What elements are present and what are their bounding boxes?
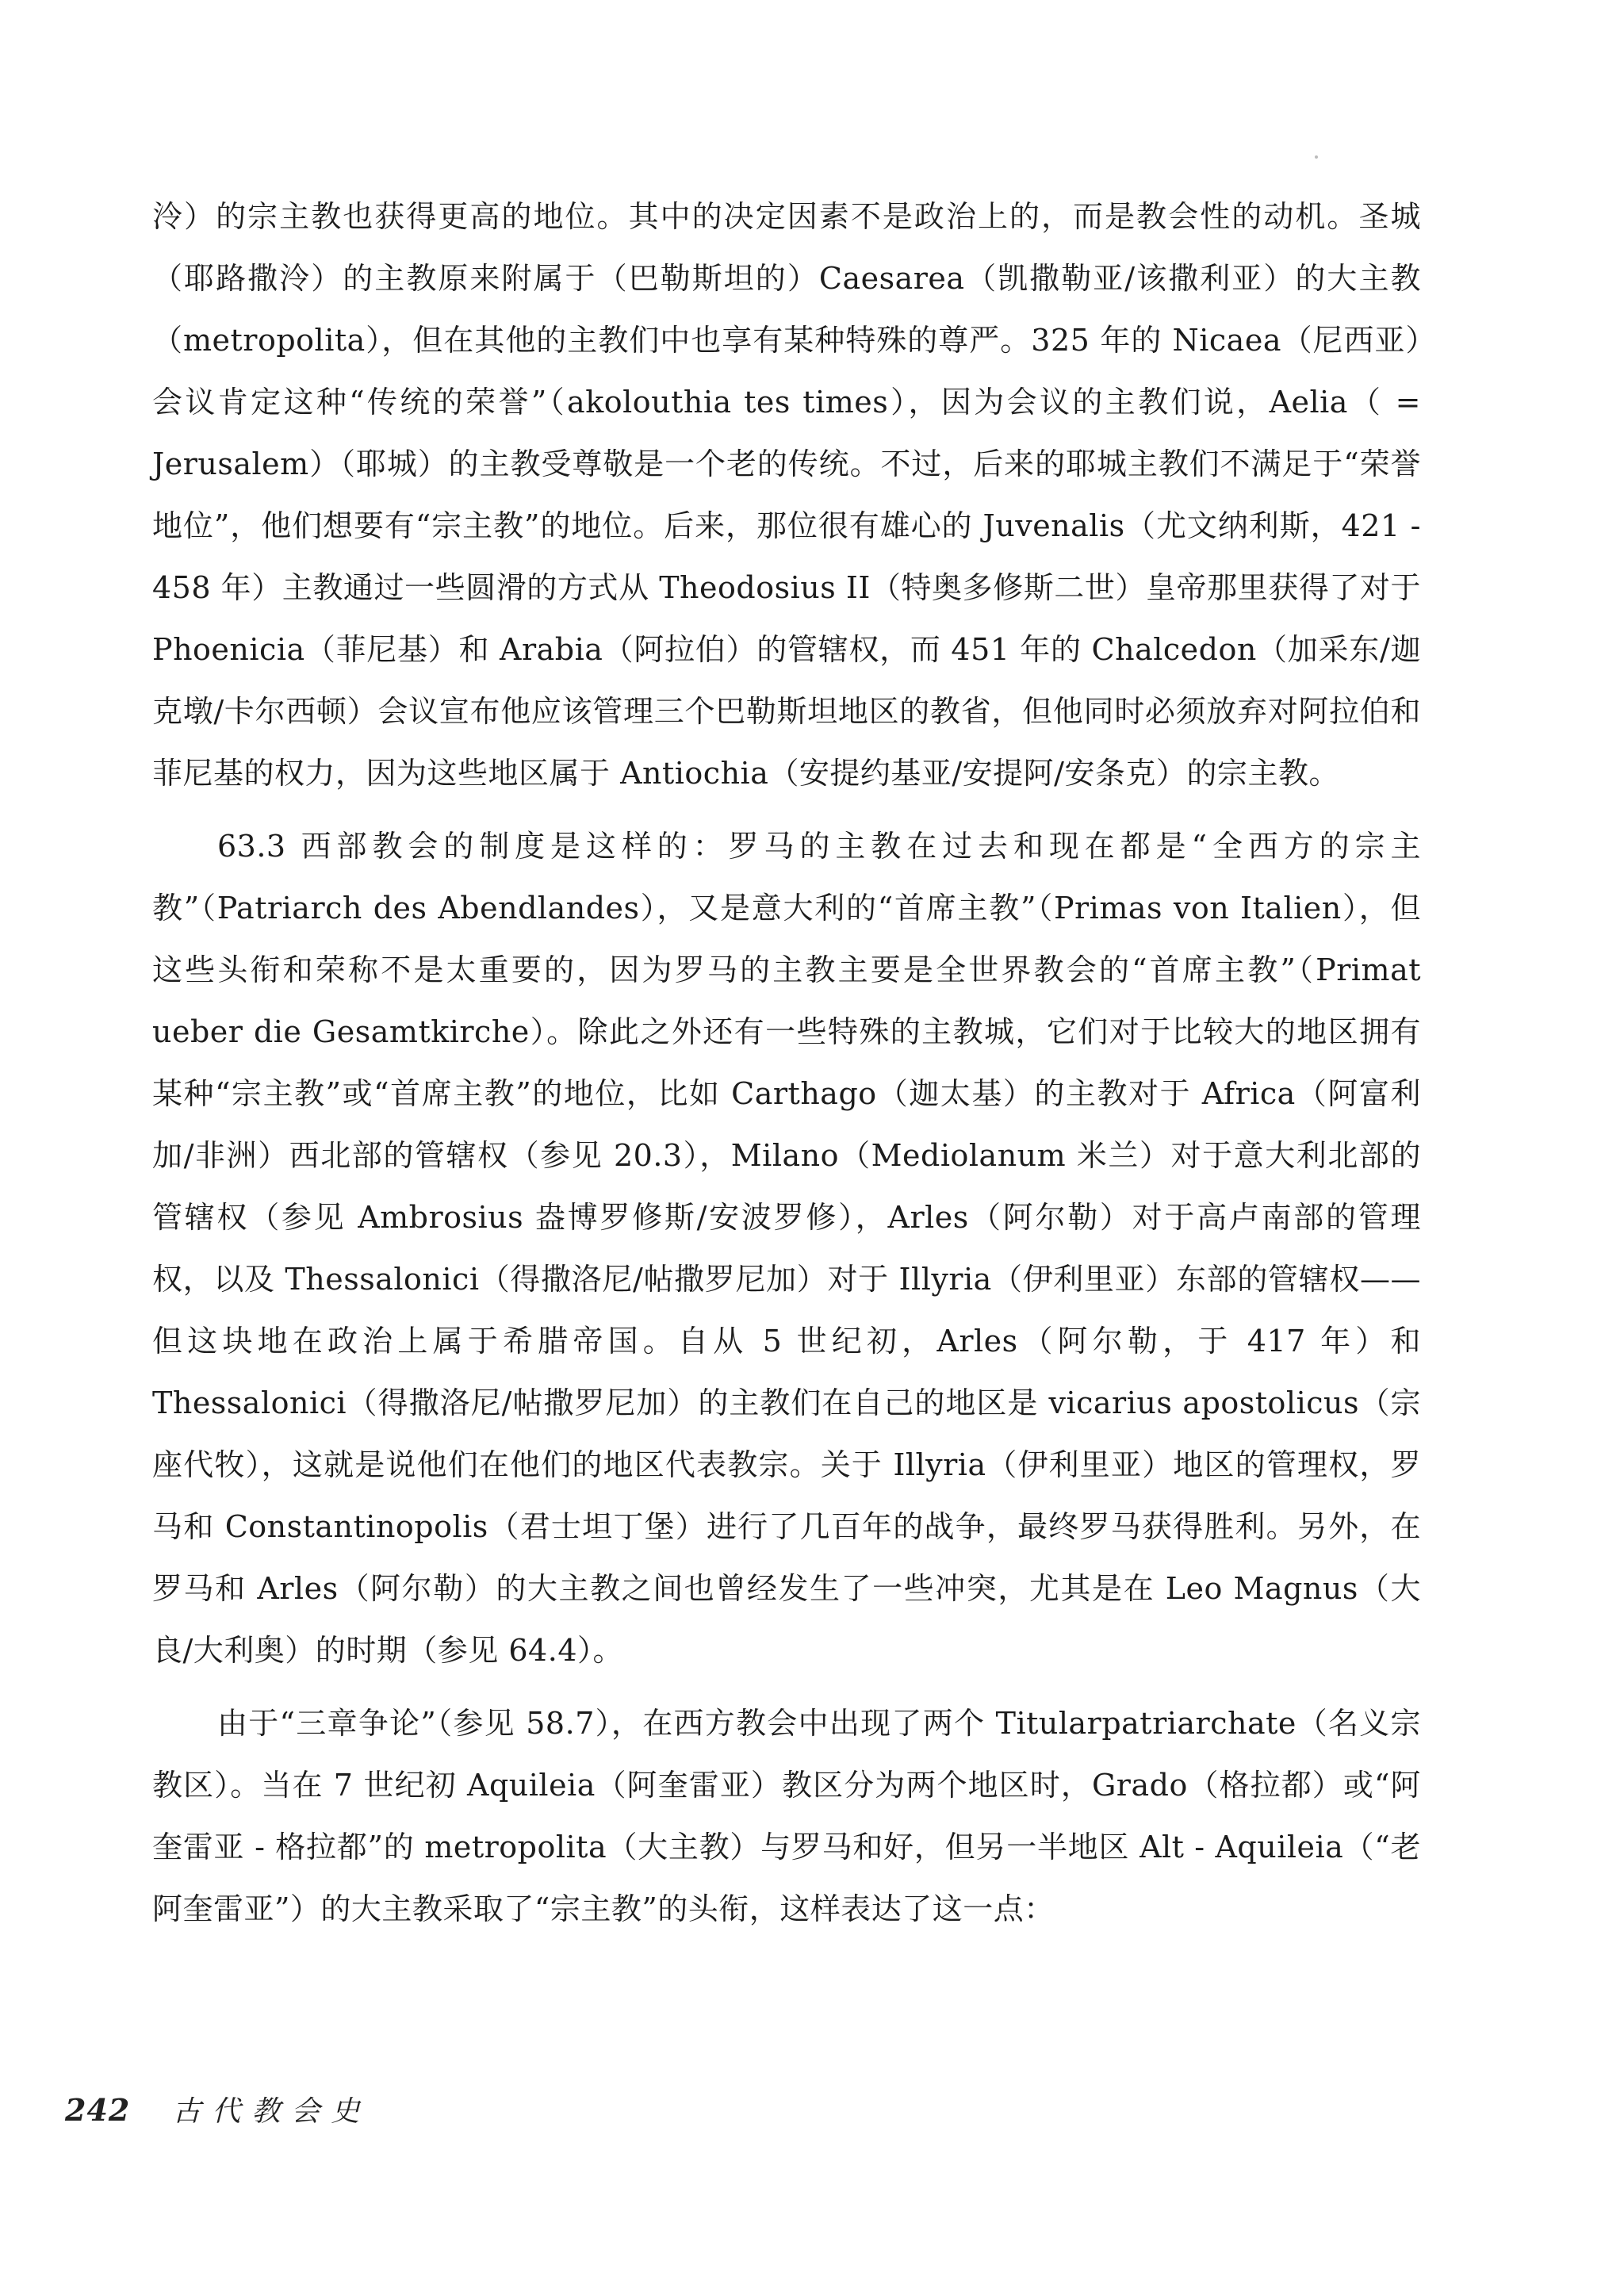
page-footer <box>65 2089 370 2136</box>
paragraph-section-63-3: 63.3 西部教会的制度是这样的：罗马的主教在过去和现在都是“全西方的宗主教”（Patriarch des Abendlandes），又是意大利的“首席主教”（Primas von Italien），但这些头衔和荣称不是太重要的，因为罗马的主教主要是全世界教会的“首席主教”（Primat ueber die Gesamtkirche）。除此之外还有一些特殊的主教城，它们对于比较大的地区拥有某种“宗主教”或“首席主教”的地位，比如 Carthago（迦太基）的主教对于 Africa（阿富利加/非洲）西北部的管辖权（参见 20.3），Milano（Mediolanum 米兰）对于意大利北部的管辖权（参见 Ambrosius 盎博罗修斯/安波罗修），Arles（阿尔勒）对于高卢南部的管理权，以及 Thessalonici（得撒洛尼/帖撒罗尼加）对于 Illyria（伊利里亚）东部的管辖权——但这块地在政治上属于希腊帝国。自从 5 世纪初，Arles（阿尔勒，于 417 年）和 Thessalonici（得撒洛尼/帖撒罗尼加）的主教们在自己的地区是 vicarius apostolicus（宗座代牧），这就是说他们在他们的地区代表教宗。关于 Illyria（伊利里亚）地区的管理权，罗马和 Constantinopolis（君士坦丁堡）进行了几百年的战争，最终罗马获得胜利。另外，在罗马和 Arles（阿尔勒）的大主教之间也曾经发生了一些冲突，尤其是在 Leo Magnus（大良/大利奥）的时期（参见 64.4）。 <box>152 829 1421 1668</box>
paragraph-three-chapters: 由于“三章争论”（参见 58.7），在西方教会中出现了两个 Titularpatriarchate（名义宗教区）。当在 7 世纪初 Aquileia（阿奎雷亚）教区分为两个地区时，Grado（格拉都）或“阿奎雷亚 - 格拉都”的 metropolita（大主教）与罗马和好，但另一半地区 Alt - Aquileia（“老阿奎雷亚”）的大主教采取了“宗主教”的头衔，这样表达了这一点： <box>152 1706 1421 1926</box>
body-text <box>152 186 1421 1940</box>
running-title: 古代教会史 <box>172 2095 371 2128</box>
scan-speck <box>1315 155 1318 159</box>
page-number: 242 <box>65 2092 131 2128</box>
paragraph-continued: 泠）的宗主教也获得更高的地位。其中的决定因素不是政治上的，而是教会性的动机。圣城（耶路撒泠）的主教原来附属于（巴勒斯坦的）Caesarea（凯撒勒亚/该撒利亚）的大主教（metropolita），但在其他的主教们中也享有某种特殊的尊严。325 年的 Nicaea（尼西亚）会议肯定这种“传统的荣誉”（akolouthia tes times），因为会议的主教们说，Aelia（ = Jerusalem）（耶城）的主教受尊敬是一个老的传统。不过，后来的耶城主教们不满足于“荣誉地位”，他们想要有“宗主教”的地位。后来，那位很有雄心的 Juvenalis（尤文纳利斯，421 - 458 年）主教通过一些圆滑的方式从 Theodosius II（特奥多修斯二世）皇帝那里获得了对于 Phoenicia（菲尼基）和 Arabia（阿拉伯）的管辖权，而 451 年的 Chalcedon（加采东/迦克墩/卡尔西顿）会议宣布他应该管理三个巴勒斯坦地区的教省，但他同时必须放弃对阿拉伯和菲尼基的权力，因为这些地区属于 Antiochia（安提约基亚/安提阿/安条克）的宗主教。 <box>152 199 1421 791</box>
